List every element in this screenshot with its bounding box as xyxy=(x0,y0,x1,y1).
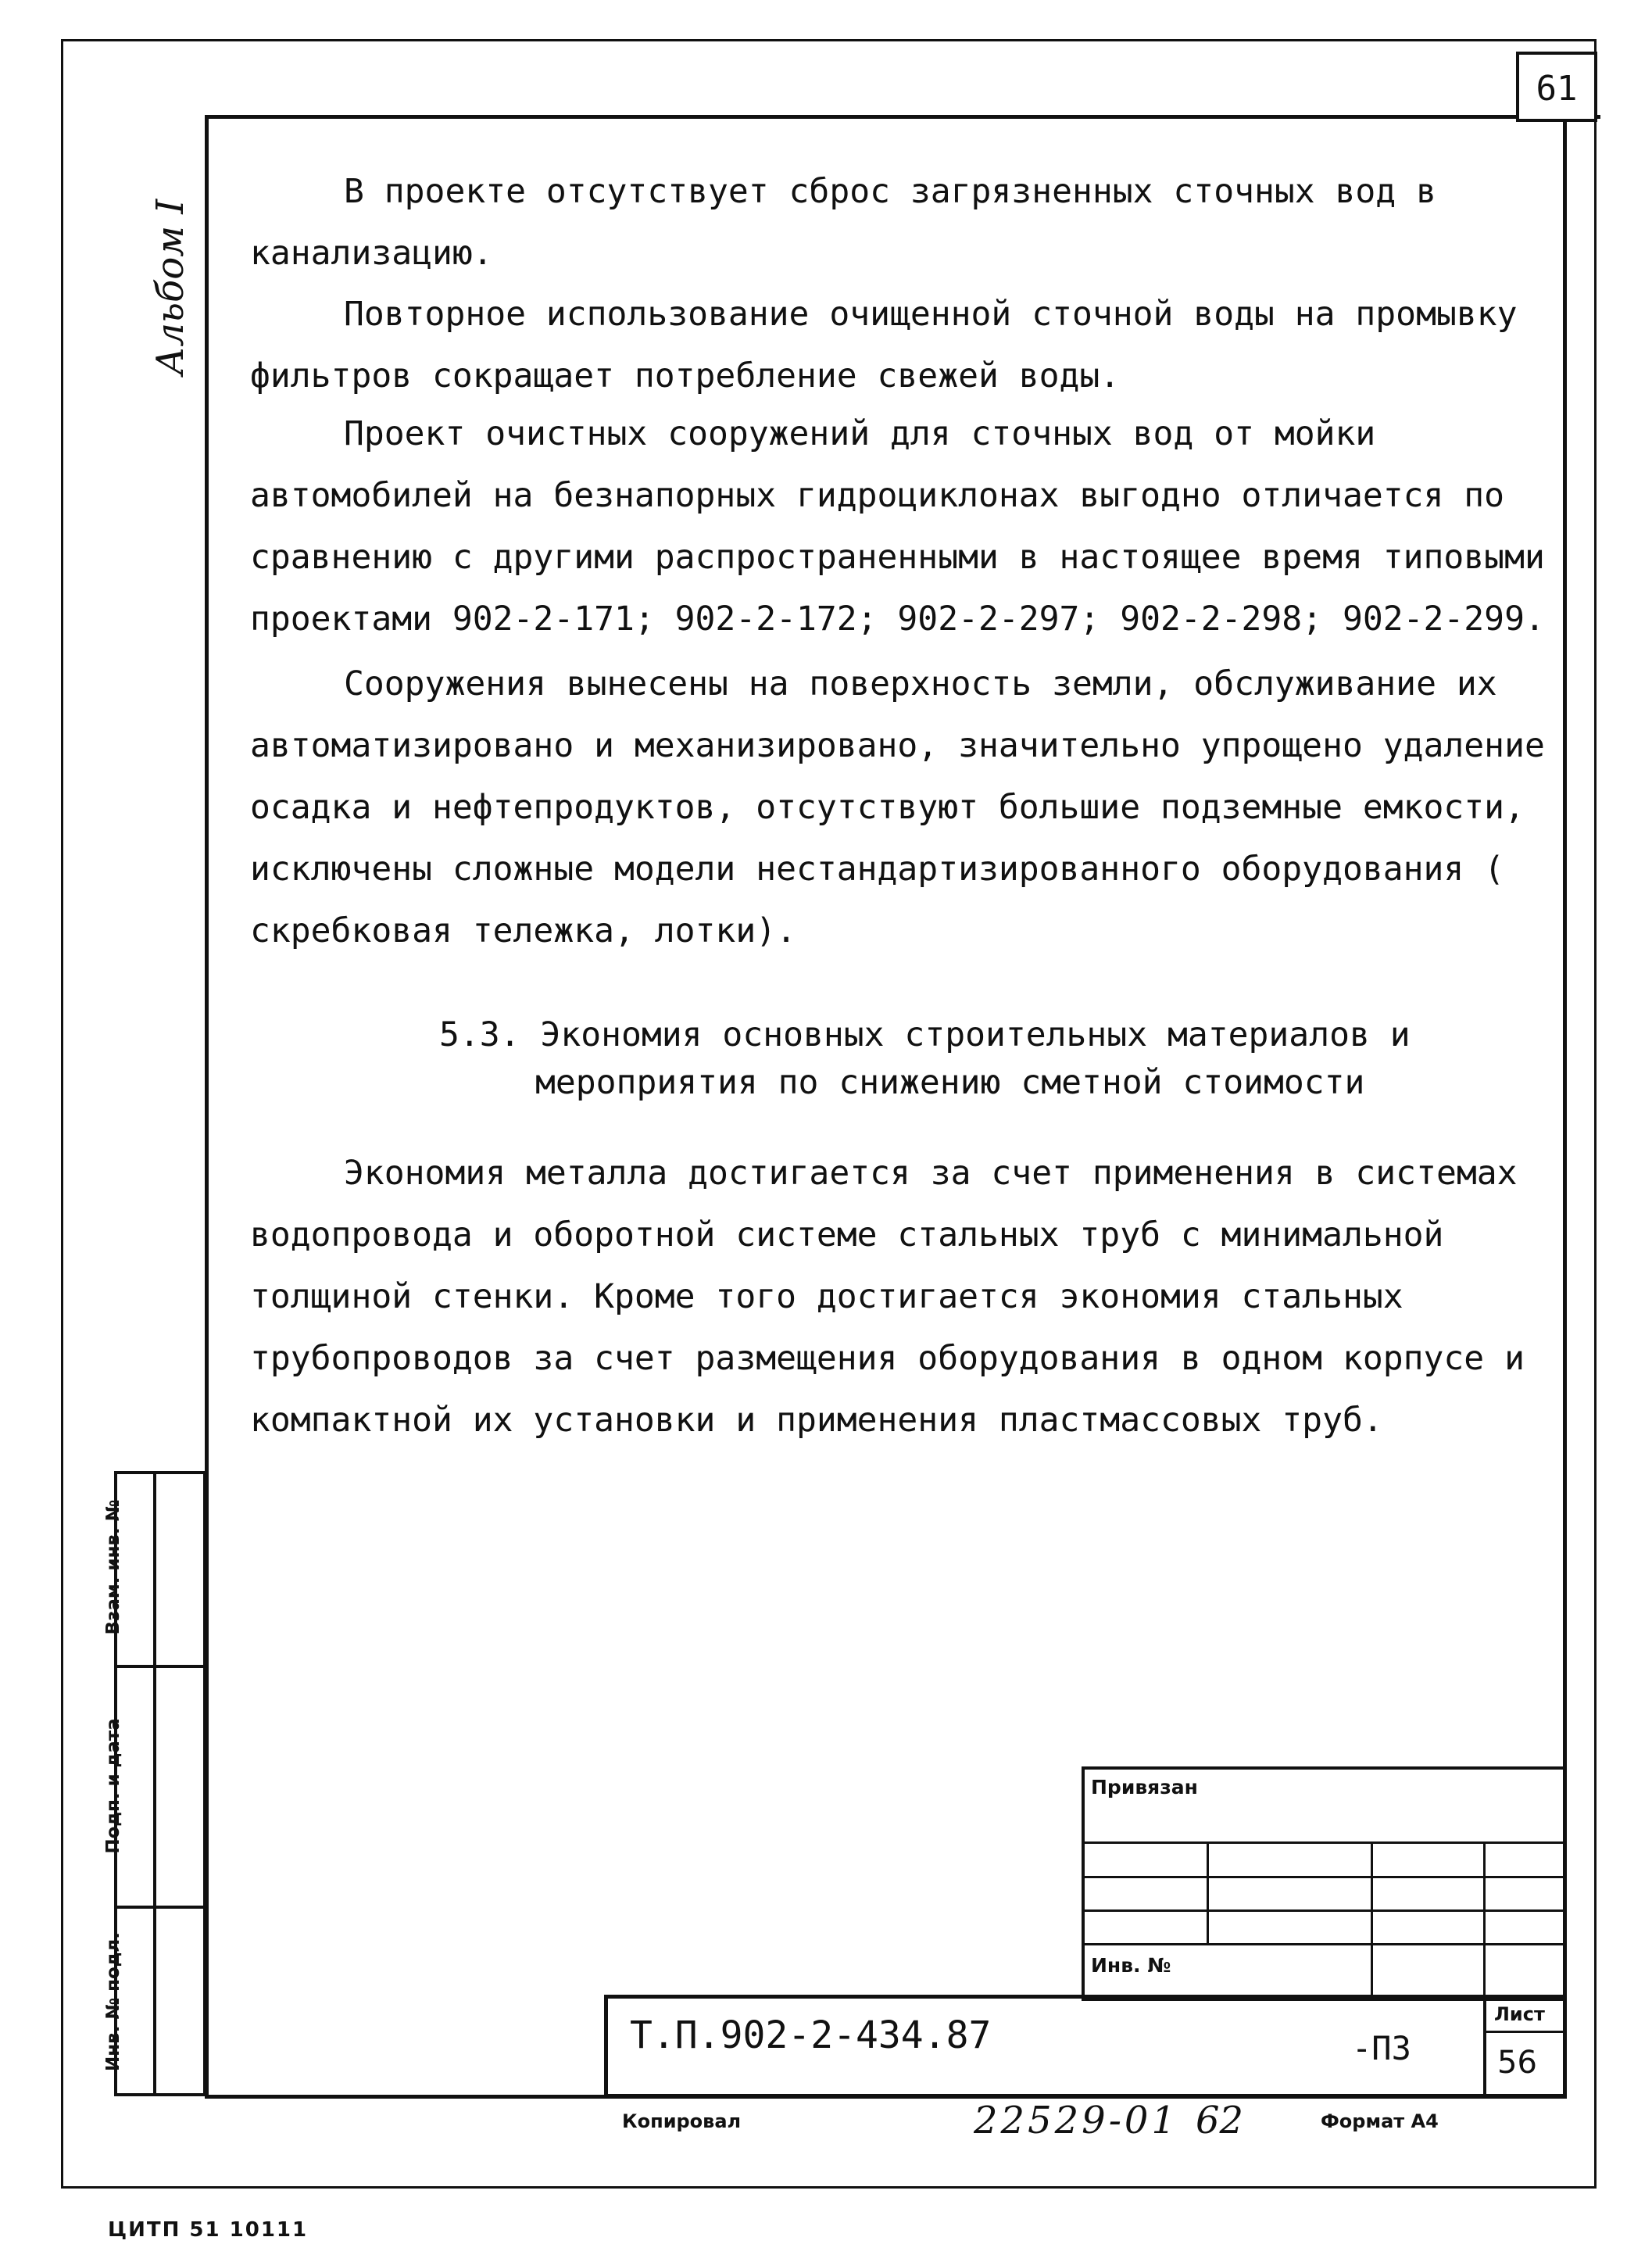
paragraph-1: В проекте отсутствует сброс загрязненных сточных вод в канализацию. xyxy=(250,172,1436,273)
footer-order-number: 22529-01 xyxy=(974,2099,1178,2142)
binding-col-2 xyxy=(1371,1841,1373,2001)
section-heading-line1: 5.3. Экономия основных строительных материалов и xyxy=(439,1015,1411,1054)
outer-frame-top xyxy=(61,39,1597,41)
footer-printer: ЦИТП 51 10111 xyxy=(108,2218,309,2242)
inner-frame-top xyxy=(205,115,1600,119)
top-sheet-number: 61 xyxy=(1536,69,1578,109)
sheet-number: 56 xyxy=(1497,2045,1537,2081)
inv-no-label: Инв. № xyxy=(1091,1954,1171,1977)
footer-format: Формат А4 xyxy=(1321,2110,1439,2132)
binding-col-3 xyxy=(1483,1841,1486,2001)
section-heading-line2: мероприятия по снижению сметной стоимости xyxy=(535,1063,1365,1102)
binding-row-3 xyxy=(1082,1909,1567,1912)
side-stamp xyxy=(114,1471,206,2096)
title-block-sheet-label-line xyxy=(1483,2031,1567,2033)
document-code-text: Т.П.902-2-434.87 xyxy=(630,2013,992,2057)
side-stamp-divider-vertical xyxy=(153,1471,156,2096)
outer-frame-left xyxy=(61,39,63,2189)
paragraph-2: Повторное использование очищенной сточной воды на промывку фильтров сокращает потребление свежей воды. xyxy=(250,295,1518,395)
side-stamp-vzam-inv: Взам. инв. № xyxy=(103,1499,123,1635)
document-suffix: -ПЗ xyxy=(1352,2029,1411,2067)
side-stamp-divider-2 xyxy=(114,1906,206,1909)
side-stamp-divider-1 xyxy=(114,1665,206,1668)
title-block-sheet-divider xyxy=(1483,1995,1486,2098)
side-stamp-podp-data: Подп. и дата xyxy=(103,1718,123,1854)
document-code xyxy=(630,2013,991,2057)
footer-page-number: 62 xyxy=(1196,2099,1244,2142)
binding-row-4 xyxy=(1082,1943,1567,1945)
binding-row-1 xyxy=(1082,1841,1567,1844)
paragraph-3: Проект очистных сооружений для сточных вод от мойки автомобилей на безнапорных гидроциклонах выгодно отличается по сравнению с другими распространенными в настоящее время типовыми проектами 902-2-171; 902-2-172; 902-2-297; 902-2-298; 902-2-299. xyxy=(250,414,1545,639)
paragraph-4: Сооружения вынесены на поверхность земли, обслуживание их автоматизировано и механизировано, значительно упрощено удаление осадка и нефтепродуктов, отсутствуют большие подземные емкости, исключены сложные модели нестандартизированного оборудования ( скребковая тележка, лотки). xyxy=(250,664,1545,950)
binding-col-1 xyxy=(1207,1841,1209,1945)
paragraph-economy: Экономия металла достигается за счет применения в системах водопровода и оборотной системе стальных труб с минимальной толщиной стенки. Кроме того достигается экономия стальных трубопроводов за счет размещения оборудования в одном корпусе и компактной их установки и применения пластмассовых труб. xyxy=(250,1154,1525,1440)
footer-kopiroval: Копировал xyxy=(622,2110,742,2132)
binding-label: Привязан xyxy=(1091,1776,1198,1799)
binding-row-2 xyxy=(1082,1876,1567,1878)
outer-frame-right xyxy=(1594,39,1597,2189)
outer-frame-bottom xyxy=(61,2186,1597,2189)
album-label: Альбом I xyxy=(148,199,192,375)
sheet-label: Лист xyxy=(1494,2003,1545,2025)
side-stamp-inv-podl: Инв. № подл. xyxy=(103,1932,123,2071)
